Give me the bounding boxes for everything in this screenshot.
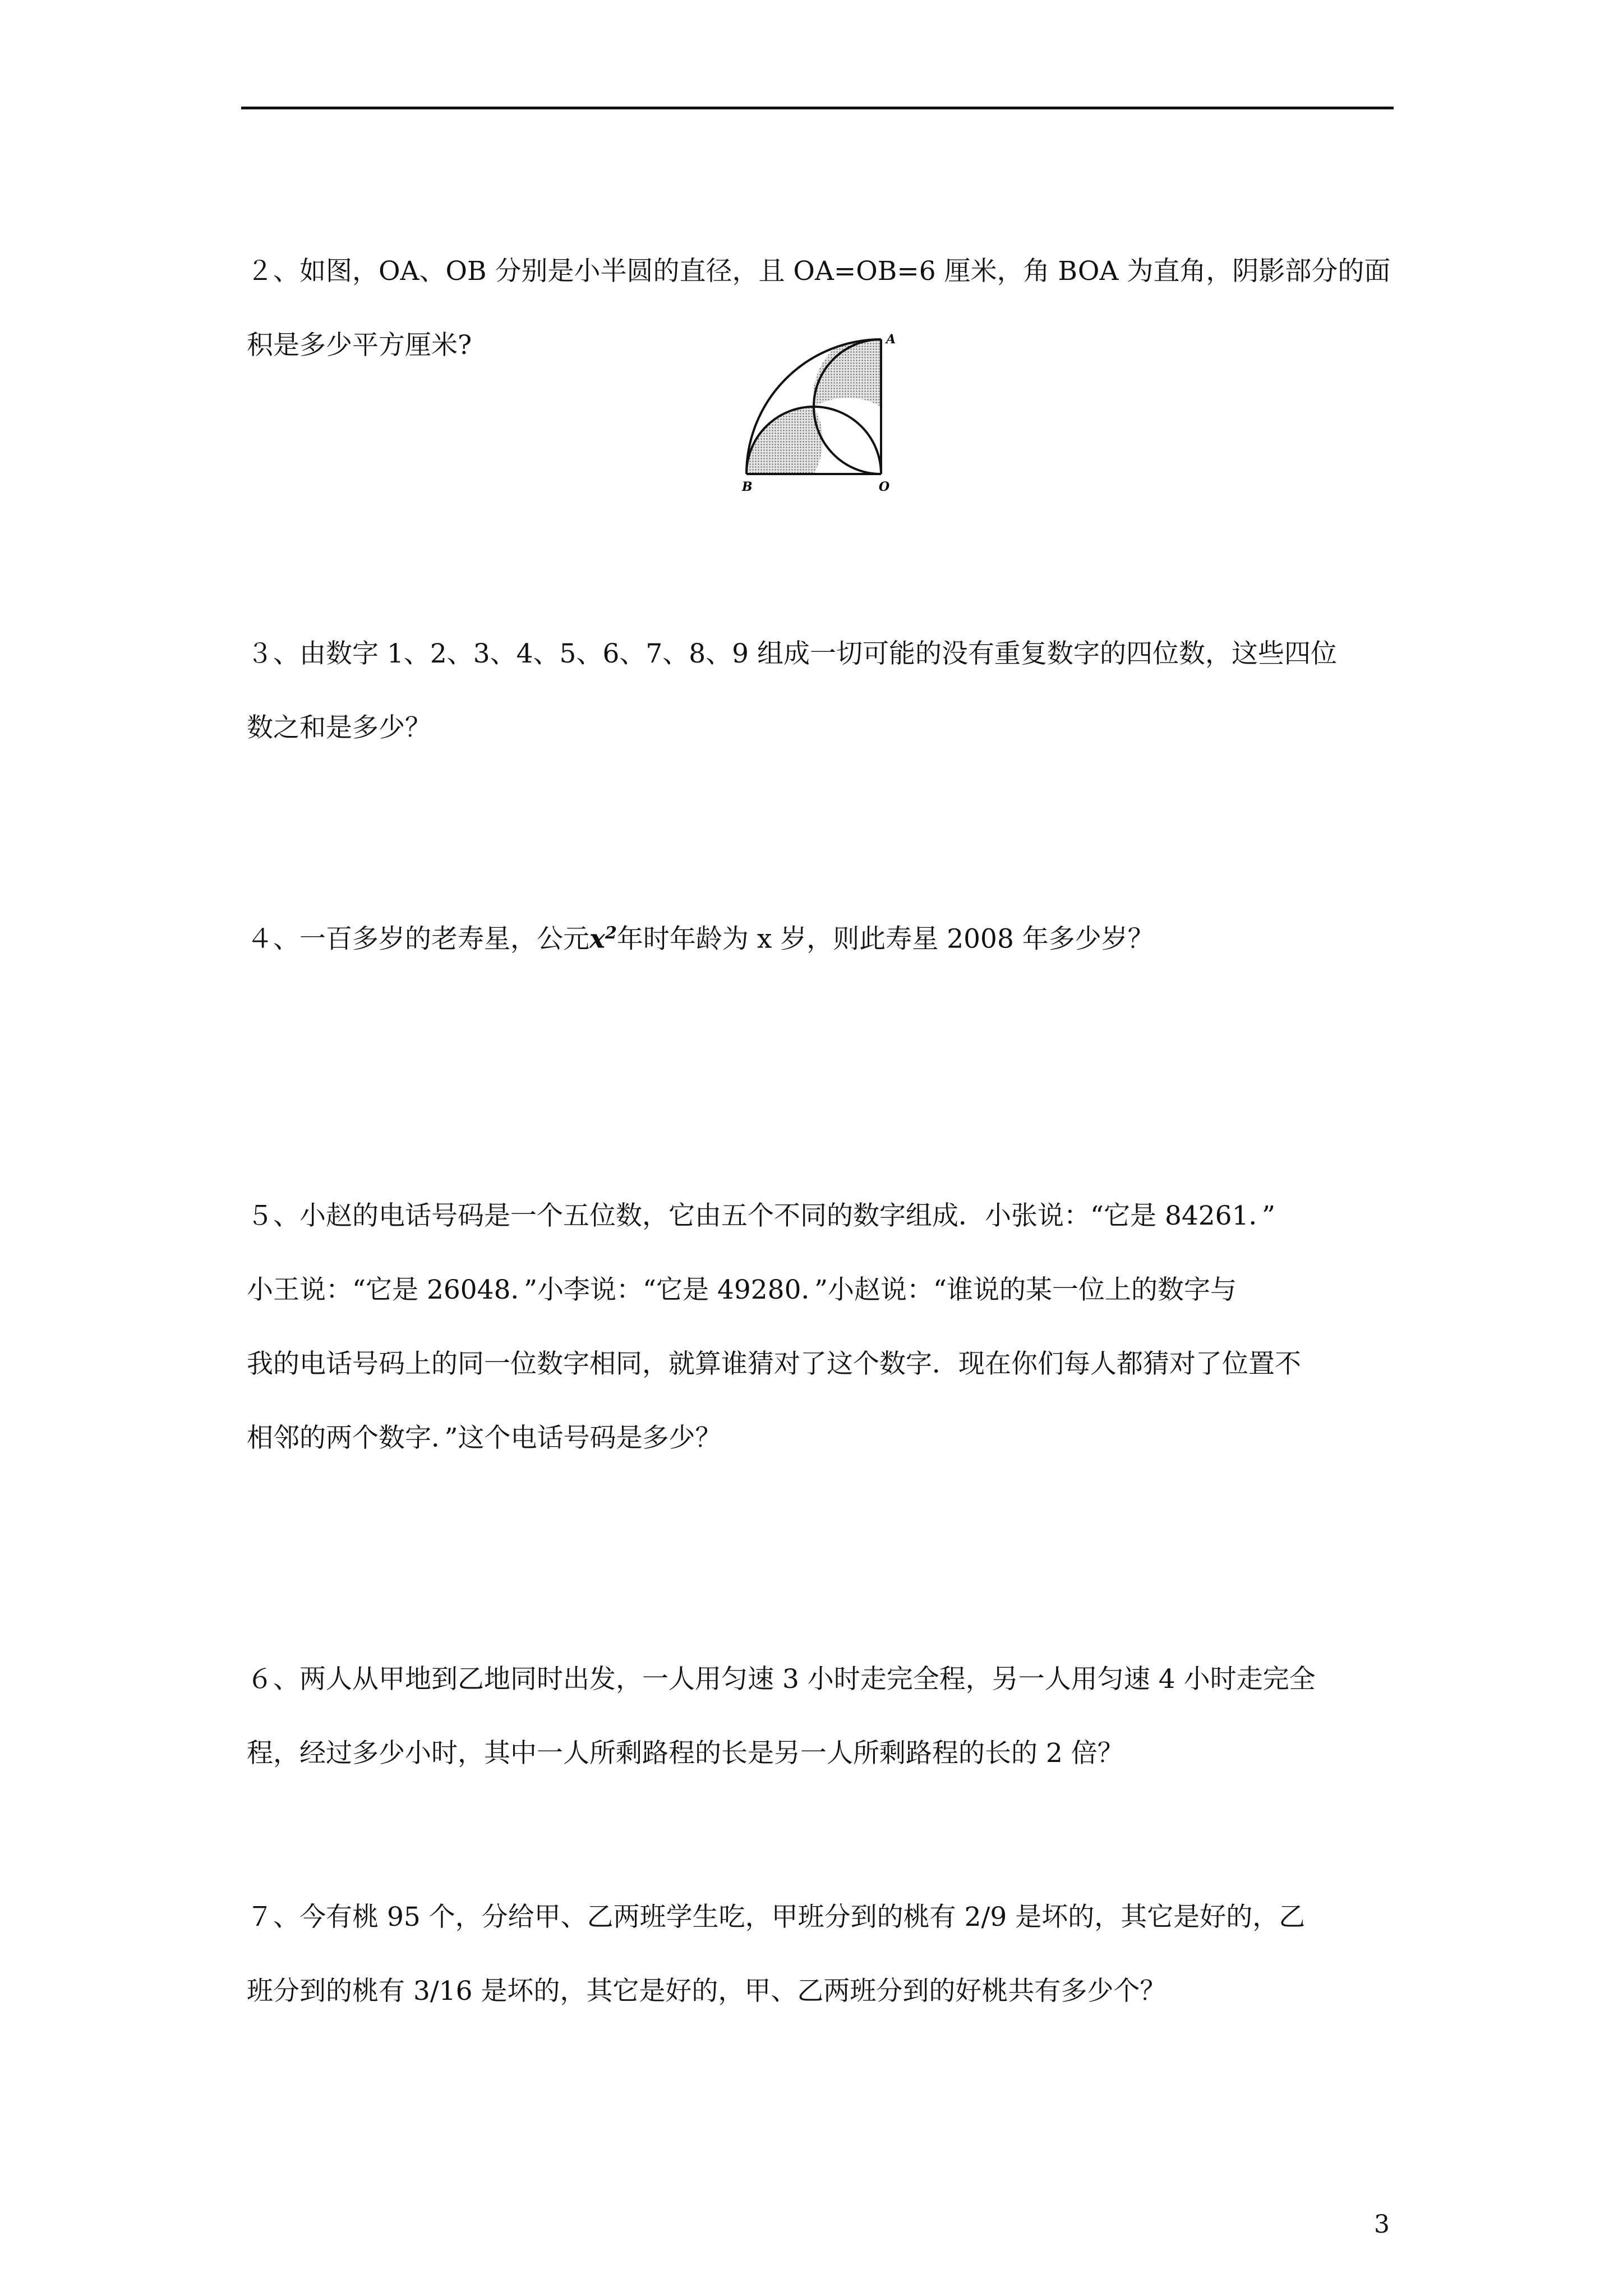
question-5-line-2: 小王说：“它是 26048．”小李说：“它是 49280．”小赵说：“谁说的某一位上的数字与 — [247, 1274, 1237, 1305]
question-5-line-4: 相邻的两个数字．”这个电话号码是多少？ — [247, 1423, 722, 1453]
question-4 — [247, 896, 1396, 977]
label-a: A — [886, 332, 896, 347]
question-7 — [247, 1880, 1396, 2028]
question-7-line-1: ７、今有桃 95 个，分给甲、乙两班学生吃，甲班分到的桃有 2/9 是坏的，其它是好的，乙 — [247, 1902, 1306, 1932]
question-3-line-1: ３、由数字 1、2、3、4、5、6、7、8、9 组成一切可能的没有重复数字的四位数，这些四位 — [247, 638, 1338, 669]
label-o: O — [879, 480, 890, 494]
question-3-line-2: 数之和是多少？ — [247, 712, 431, 743]
question-5-line-1: ５、小赵的电话号码是一个五位数，它由五个不同的数字组成．小张说：“它是 84261．” — [247, 1200, 1276, 1231]
question-5-line-3: 我的电话号码上的同一位数字相同，就算谁猜对了这个数字．现在你们每人都猜对了位置不 — [247, 1349, 1301, 1379]
math-variable-x: x — [589, 923, 606, 955]
quarter-circle-figure — [737, 331, 917, 494]
question-2-line-2: 积是多少平方厘米? — [247, 330, 472, 361]
question-6 — [247, 1642, 1396, 1791]
question-6-line-2: 程，经过多少小时，其中一人所剩路程的长是另一人所剩路程的长的 2 倍？ — [247, 1738, 1124, 1769]
question-2-line-1: ２、如图，OA、OB 分别是小半圆的直径，且 OA=OB=6 厘米，角 BOA 为直角，阴影部分的面 — [247, 256, 1391, 287]
question-3 — [247, 617, 1396, 765]
question-5 — [247, 1179, 1396, 1475]
question-4-line-1 — [247, 896, 1396, 977]
question-4-prefix: ４、一百多岁的老寿星，公元 — [247, 923, 589, 955]
page-number: 3 — [1374, 2210, 1390, 2239]
header-rule — [241, 107, 1394, 109]
label-b: B — [742, 480, 753, 494]
question-4-suffix: 年时年龄为 x 岁，则此寿星 2008 年多少岁？ — [616, 923, 1154, 955]
question-6-line-1: ６、两人从甲地到乙地同时出发，一人用匀速 3 小时走完全程，另一人用匀速 4 小时走完全 — [247, 1664, 1316, 1695]
math-exponent: 2 — [605, 923, 617, 943]
question-7-line-2: 班分到的桃有 3/16 是坏的，其它是好的，甲、乙两班分到的好桃共有多少个？ — [247, 1976, 1166, 2007]
shaded-region-lower — [746, 407, 823, 474]
